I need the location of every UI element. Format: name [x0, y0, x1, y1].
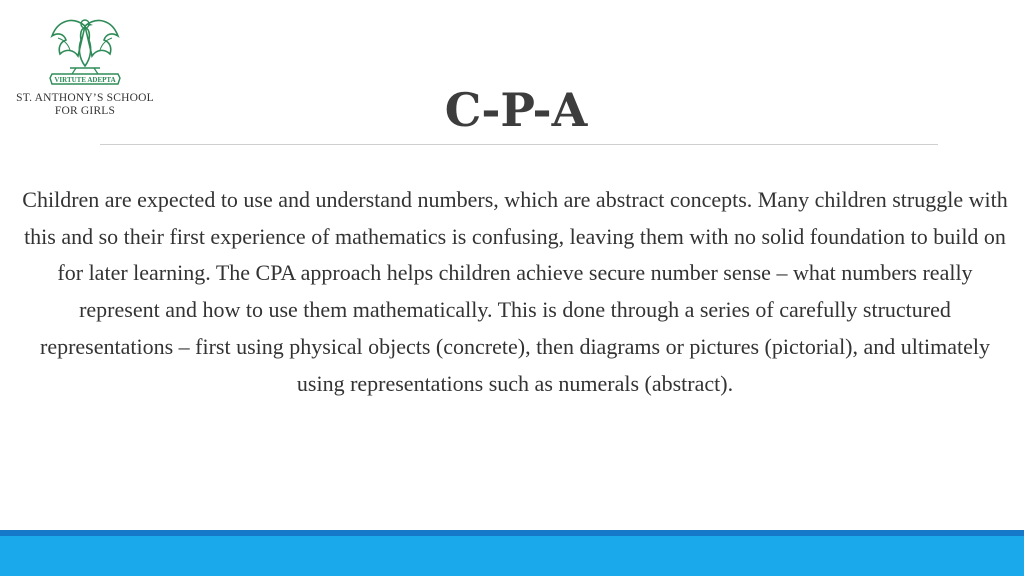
title-divider — [100, 144, 938, 145]
slide-title: C-P-A — [444, 83, 588, 137]
school-name-line2: FOR GIRLS — [54, 105, 116, 117]
footer-band — [0, 536, 1024, 576]
eagle-emblem-icon — [48, 12, 122, 90]
school-name-line1: ST. ANTHONY’S SCHOOL — [16, 92, 154, 104]
slide-body-text: Children are expected to use and understand numbers, which are abstract concepts. Many children struggle with this and so their first experience of mathematics is confusing, leaving them with no solid foundation to build on for later learning. The CPA approach helps children achieve secure number sense – what numbers really represent and how to use them mathematically. This is done through a series of carefully structured representations – first using physical objects (concrete), then diagrams or pictures (pictorial), and ultimately using representations such as numerals (abstract). — [22, 187, 1008, 396]
logo-motto: VIRTUTE ADEPTA — [54, 76, 116, 84]
